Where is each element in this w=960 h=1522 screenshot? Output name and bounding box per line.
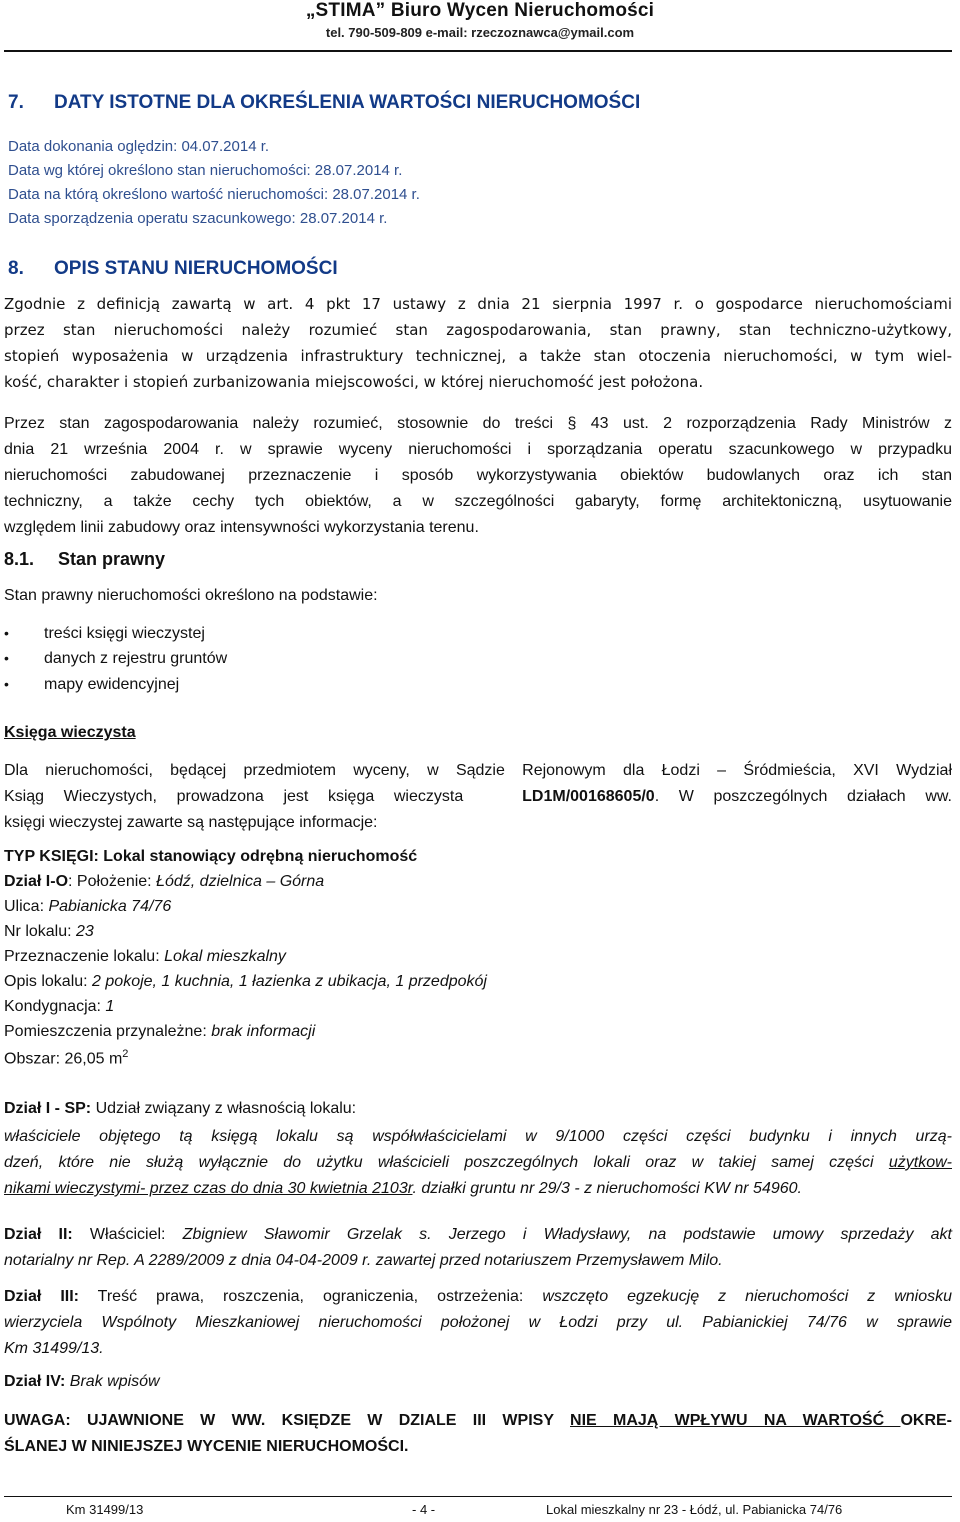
text-line: Przez stan zagospodarowania należy rozumieć, stosownie do treści § 43 ust. 2 rozporządzenia Rady Ministrów z	[4, 415, 952, 432]
section-iii-paragraph	[4, 1284, 952, 1362]
kw-number: LD1M/00168605/0	[522, 788, 655, 805]
date-appraisal: Data sporządzenia operatu szacunkowego: 28.07.2014 r.	[8, 210, 388, 227]
text-line: Dla nieruchomości, będącej przedmiotem wyceny, w Sądzie Rejonowym dla Łodzi – Śródmieścia, XVI Wydział	[4, 762, 952, 779]
floor-row	[4, 998, 114, 1016]
section-i-o-label: Dział I-O	[4, 873, 69, 890]
register-type: TYP KSIĘGI: Lokal stanowiący odrębną nieruchomość	[4, 848, 418, 865]
unit-number-label: Nr lokalu:	[4, 923, 77, 940]
floor-label: Kondygnacja:	[4, 998, 106, 1015]
section-iii-entry: wszczęto egzekucję z nieruchomości z wniosku	[542, 1288, 953, 1305]
section-i-sp-label: Dział I - SP:	[4, 1100, 92, 1117]
text-fragment: użytkow-	[888, 1154, 952, 1171]
text-line: względem linii zabudowy oraz intensywności wykorzystania terenu.	[4, 519, 479, 536]
text-line: notarialny nr Rep. A 2289/2009 z dnia 04-04-2009 r. zawartej przed notariuszem Przemysławem Milo.	[4, 1252, 723, 1269]
unit-number-value: 23	[76, 923, 94, 940]
footer-page-number: - 4 -	[412, 1502, 436, 1517]
street-value: Pabianicka 74/76	[48, 898, 172, 915]
section-ii-owner: Zbigniew Sławomir Grzelak s. Jerzego i Władysławy, na podstawie umowy sprzedaży akt	[182, 1226, 952, 1243]
text-line	[4, 1222, 952, 1248]
list-item	[4, 625, 205, 643]
date-inspection: Data dokonania oględzin: 04.07.2014 r.	[8, 138, 270, 155]
section-8-paragraph-1	[4, 291, 952, 395]
land-register-paragraph	[4, 758, 952, 836]
text-line: przez stan nieruchomości należy rozumieć stan zagospodarowania, stan prawny, stan techniczno-użytkowy,	[4, 321, 952, 339]
text-line: Km 31499/13.	[4, 1340, 104, 1357]
area-label: Obszar: 26,05 m	[4, 1050, 123, 1068]
text-fragment: . W poszczególnych działach ww.	[654, 788, 953, 805]
section-8-number: 8.	[8, 258, 24, 279]
street-label: Ulica:	[4, 898, 49, 915]
text-line	[4, 1150, 952, 1176]
text-fragment: OKRE-	[900, 1412, 952, 1429]
text-fragment: . działki gruntu nr 29/3 - z nieruchomości KW nr 54960.	[412, 1180, 802, 1197]
date-state: Data wg której określono stan nieruchomości: 28.07.2014 r.	[8, 162, 403, 179]
header-title: „STIMA” Biuro Wycen Nieruchomości	[305, 0, 655, 21]
footer-divider	[4, 1496, 952, 1497]
text-line: wierzyciela Wspólnoty Mieszkaniowej nieruchomości położonej w Łodzi przy ul. Pabianickiej 74/76 w sprawie	[4, 1314, 952, 1331]
text-fragment: UWAGA: UJAWNIONE W WW. KSIĘDZE W DZIALE III WPISY	[4, 1412, 571, 1429]
unit-description-row	[4, 973, 487, 991]
unit-purpose-label: Przeznaczenie lokalu:	[4, 948, 165, 965]
section-i-o-text: : Położenie:	[68, 873, 157, 890]
legal-basis-intro: Stan prawny nieruchomości określono na podstawie:	[4, 587, 378, 604]
section-ii-paragraph	[4, 1222, 952, 1274]
area-row	[4, 1048, 128, 1068]
section-7-number: 7.	[8, 92, 24, 113]
section-i-sp-row	[4, 1100, 356, 1118]
section-8-1-number: 8.1.	[4, 549, 35, 569]
list-item-text: mapy ewidencyjnej	[44, 676, 180, 693]
land-register-heading: Księga wieczysta	[4, 724, 136, 741]
bullet-icon: •	[4, 625, 9, 641]
date-value: Data na którą określono wartość nieruchomości: 28.07.2014 r.	[8, 186, 420, 203]
list-item-text: treści księgi wieczystej	[44, 625, 205, 642]
list-item-text: danych z rejestru gruntów	[44, 650, 228, 667]
text-fragment: Ksiąg Wieczystych, prowadzona jest księga wieczysta	[4, 788, 464, 805]
section-ii-text: Właściciel:	[72, 1226, 183, 1243]
section-8-1-heading	[4, 549, 165, 570]
area-unit-superscript: 2	[122, 1048, 129, 1060]
section-8-paragraph-2	[4, 411, 952, 541]
text-fragment: nikami wieczystymi- przez czas do dnia 30 kwietnia 2103r	[4, 1180, 413, 1197]
note-paragraph	[4, 1408, 952, 1460]
text-line: ŚLANEJ W NINIEJSZEJ WYCENIE NIERUCHOMOŚCI.	[4, 1438, 409, 1455]
header-contact: tel. 790-509-809 e-mail: rzeczoznawca@ymail.com	[325, 25, 635, 40]
text-line: techniczny, a także cechy tych obiektów, a w szczególności gabaryty, formę architektoniczną, usytuowanie	[4, 493, 952, 510]
footer-case-number: Km 31499/13	[66, 1502, 144, 1517]
section-7-title: DATY ISTOTNE DLA OKREŚLENIA WARTOŚCI NIERUCHOMOŚCI	[54, 92, 641, 113]
section-8-heading	[8, 258, 338, 280]
text-line: dnia 21 września 2004 r. w sprawie wyceny nieruchomości i sporządzania operatu szacunkowego w przypadku	[4, 441, 952, 458]
unit-description-label: Opis lokalu:	[4, 973, 93, 990]
section-8-title: OPIS STANU NIERUCHOMOŚCI	[54, 258, 338, 279]
list-item	[4, 676, 179, 694]
section-iii-label: Dział III:	[4, 1288, 79, 1305]
bullet-icon: •	[4, 676, 9, 692]
appurtenant-rooms-row	[4, 1023, 315, 1041]
text-line: Zgodnie z definicją zawartą w art. 4 pkt 17 ustawy z dnia 21 sierpnia 1997 r. o gospodarce nieruchomościami	[4, 295, 952, 313]
text-line	[4, 1408, 952, 1434]
unit-purpose-value: Lokal mieszkalny	[164, 948, 286, 965]
section-i-sp-text: Udział związany z własnością lokalu:	[91, 1100, 357, 1117]
text-line: stopień wyposażenia w urządzenia infrastruktury technicznej, a także stan otoczenia nieruchomości, w tym wiel-	[4, 347, 952, 365]
unit-number-row	[4, 923, 94, 941]
section-iii-text: Treść prawa, roszczenia, ograniczenia, ostrzeżenia:	[78, 1288, 543, 1305]
text-line: właściciele objętego tą księgą lokalu są współwłaścicielami w 9/1000 części części budynku i innych urzą-	[4, 1128, 952, 1145]
appurtenant-rooms-label: Pomieszczenia przynależne:	[4, 1023, 212, 1040]
text-line	[4, 784, 952, 810]
section-ii-label: Dział II:	[4, 1226, 73, 1243]
text-line	[4, 1176, 952, 1202]
text-fragment: dzeń, które nie służą wyłącznie do użytku właścicieli poszczególnych lokali oraz w takiej samej części	[4, 1154, 889, 1171]
header-divider	[4, 50, 952, 52]
section-i-o-location: Łódź, dzielnica – Górna	[156, 873, 325, 890]
unit-purpose-row	[4, 948, 286, 966]
section-i-sp-paragraph	[4, 1124, 952, 1202]
bullet-icon: •	[4, 650, 9, 666]
section-7-heading	[8, 92, 640, 114]
street-row	[4, 898, 171, 916]
section-iv-row	[4, 1373, 160, 1391]
section-iv-label: Dział IV:	[4, 1373, 66, 1390]
unit-description-value: 2 pokoje, 1 kuchnia, 1 łazienka z ubikacja, 1 przedpokój	[92, 973, 487, 990]
section-i-o-row	[4, 873, 324, 891]
text-line	[4, 1284, 952, 1310]
footer-property: Lokal mieszkalny nr 23 - Łódź, ul. Pabianicka 74/76	[546, 1502, 843, 1517]
appurtenant-rooms-value: brak informacji	[211, 1023, 316, 1040]
text-fragment: NIE MAJĄ WPŁYWU NA WARTOŚĆ	[570, 1412, 901, 1429]
text-line: kość, charakter i stopień zurbanizowania miejscowości, w której nieruchomość jest położona.	[4, 373, 704, 391]
floor-value: 1	[105, 998, 115, 1015]
list-item	[4, 650, 227, 668]
section-8-1-title: Stan prawny	[58, 549, 166, 569]
text-line: księgi wieczystej zawarte są następujące informacje:	[4, 814, 378, 831]
text-line: nieruchomości zabudowanej przeznaczenie i sposób wykorzystywania obiektów budowlanych oraz ich stan	[4, 467, 952, 484]
section-iv-value: Brak wpisów	[65, 1373, 160, 1390]
